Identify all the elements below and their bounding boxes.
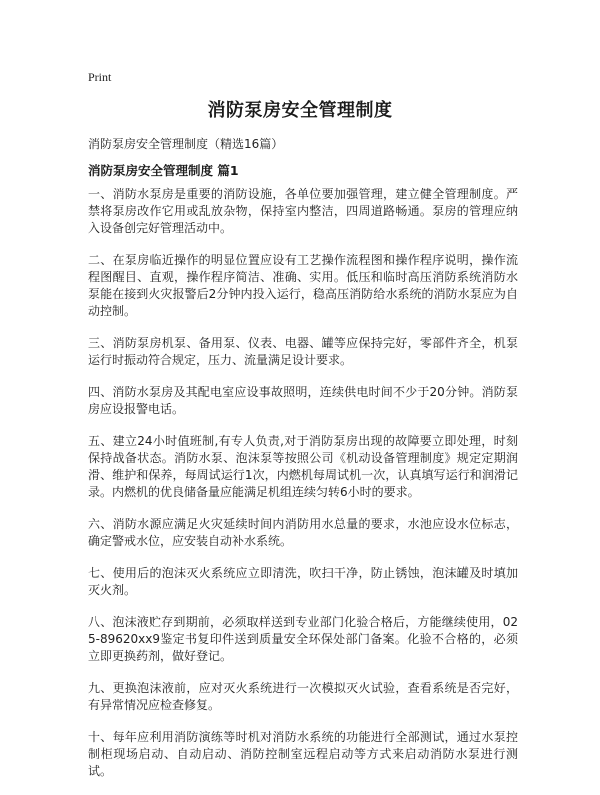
paragraph-2: 二、在泵房临近操作的明显位置应设有工艺操作流程图和操作程序说明，操作流程图醒目、直观，操作程序简洁、准确、实用。低压和临时高压消防系统消防水泵能在接到火灾报警后2分钟内投入运行，稳高压消防给水系统的消防水泵应为自动控制。 [88, 253, 518, 318]
paragraph-7: 七、使用后的泡沫灭火系统应立即清洗，吹扫干净，防止锈蚀，泡沫罐及时填加灭火剂。 [88, 566, 518, 597]
paragraph-1: 一、消防水泵房是重要的消防设施，各单位要加强管理，建立健全管理制度。严禁将泵房改作它用或乱放杂物，保持室内整洁，四周道路畅通。泵房的管理应纳入设备创完好管理活动中。 [88, 187, 518, 235]
paragraph-3: 三、消防泵房机泵、备用泵、仪表、电器、罐等应保持完好，零部件齐全，机泵运行时振动符合规定，压力、流量满足设计要求。 [88, 336, 518, 367]
paragraph-6: 六、消防水源应满足火灾延续时间内消防用水总量的要求，水池应设水位标志，确定警戒水位，应安装自动补水系统。 [88, 517, 518, 548]
paragraph-8: 八、泡沫液贮存到期前，必须取样送到专业部门化验合格后，方能继续使用，025-89620xx9鉴定书复印件送到质量安全环保处部门备案。化验不合格的，必须立即更换药剂，做好登记。 [88, 615, 518, 663]
document-subtitle: 消防泵房安全管理制度（精选16篇） [88, 137, 284, 151]
article-body [88, 186, 518, 795]
paragraph-4: 四、消防水泵房及其配电室应设事故照明，连续供电时间不少于20分钟。消防泵房应设报警电话。 [88, 385, 518, 416]
section-heading: 消防泵房安全管理制度 篇1 [88, 163, 239, 178]
print-link[interactable]: Print [88, 70, 112, 84]
paragraph-10: 十、每年应利用消防演练等时机对消防水系统的功能进行全部测试，通过水泵控制柜现场启动、自动启动、消防控制室远程启动等方式来启动消防水泵进行测试。 [88, 730, 518, 778]
page-title: 消防泵房安全管理制度 [207, 100, 393, 121]
paragraph-5: 五、建立24小时值班制,有专人负责,对于消防泵房出现的故障要立即处理，时刻保持战备状态。消防水泵、泡沫泵等按照公司《机动设备管理制度》规定定期润滑、维护和保养，每周试运行1次，内燃机每周试机一次，认真填写运行和润滑记录。内燃机的优良储备量应能满足机组连续匀转6小时的要求。 [88, 434, 518, 499]
paragraph-9: 九、更换泡沫液前，应对灭火系统进行一次模拟灭火试验，查看系统是否完好，有异常情况应检查修复。 [88, 681, 518, 712]
